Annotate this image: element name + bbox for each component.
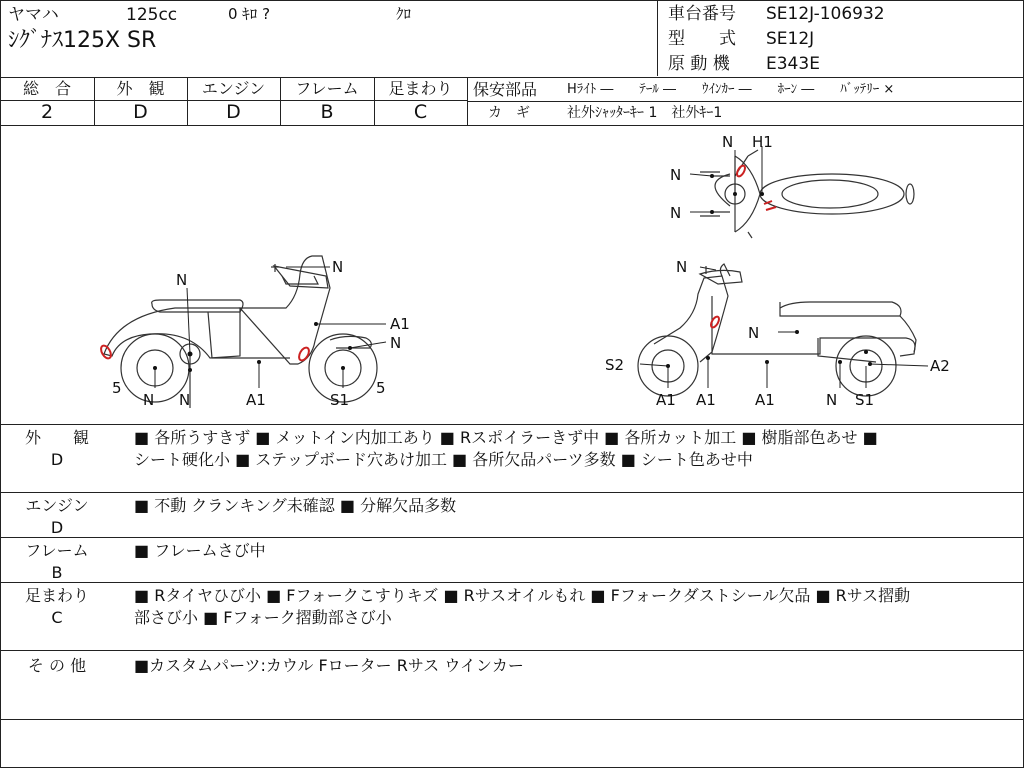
- top-view-label: N: [670, 166, 682, 184]
- engine-model: E343E: [766, 54, 820, 74]
- top-view-label: H1: [752, 133, 773, 151]
- note-other-line: ■カスタムパーツ:カウル Fローター Rサス ウインカー: [134, 656, 524, 675]
- right-view-label: S1: [855, 391, 875, 409]
- left-view-label: 5: [376, 379, 386, 397]
- rule: [0, 77, 1024, 78]
- key-value: 社外ｼｬｯﾀｰｷｰ 1 社外ｷｰ1: [567, 105, 723, 121]
- note-other-label: そ の 他: [27, 656, 87, 675]
- right-view-label: A2: [930, 357, 950, 375]
- note-suspension-label: 足まわり: [24, 586, 89, 605]
- note-suspension-line: ■ Rタイヤひび小 ■ Fフォークこすりキズ ■ Rサスオイルもれ ■ Fフォークダストシール欠品 ■ Rサス摺動: [134, 586, 911, 605]
- key-label: カ ギ: [488, 105, 530, 121]
- left-view-label: A1: [246, 391, 266, 409]
- grade-overall-value: 2: [40, 101, 54, 123]
- rule: [0, 492, 1024, 493]
- left-view-label: N: [390, 334, 402, 352]
- right-view-label: A1: [656, 391, 676, 409]
- frame-no: SE12J-106932: [766, 4, 885, 24]
- note-exterior-line: ■ 各所うすきず ■ メットイン内加工あり ■ Rスポイラーきず中 ■ 各所カット加工 ■ 樹脂部色あせ ■: [134, 428, 878, 447]
- note-frame-grade: B: [51, 563, 63, 582]
- rule: [0, 582, 1024, 583]
- grade-overall-label: 総 合: [22, 79, 71, 98]
- rule: [0, 424, 1024, 425]
- mileage: 0 ｷﾛ ?: [228, 5, 271, 23]
- frame-no-label: 車台番号: [668, 4, 736, 24]
- left-view-label: 5: [112, 379, 122, 397]
- grade-engine-value: D: [226, 101, 241, 123]
- left-view-label: N: [176, 271, 188, 289]
- right-view-label: N: [826, 391, 838, 409]
- leader-lines: [155, 146, 928, 388]
- grade-exterior-value: D: [133, 101, 148, 123]
- safety-items: Hﾗｲﾄ ― ﾃｰﾙ ― ｳｲﾝｶｰ ― ﾎｰﾝ ― ﾊﾞｯﾃﾘｰ ×: [567, 82, 895, 97]
- top-view-label: N: [670, 204, 682, 222]
- left-view-label: S1: [330, 391, 350, 409]
- left-view-label: N: [143, 391, 155, 409]
- left-view-label: N: [179, 391, 191, 409]
- left-side-scooter: [104, 256, 377, 408]
- note-suspension-line: 部さび小 ■ Fフォーク摺動部さび小: [134, 608, 392, 627]
- grade-frame-label: フレーム: [295, 79, 359, 98]
- model-name: ｼｸﾞﾅｽ125X SR: [8, 28, 157, 53]
- note-engine-line: ■ 不動 クランキング未確認 ■ 分解欠品多数: [134, 496, 457, 515]
- note-exterior-label: 外 観: [24, 428, 89, 447]
- rule: [0, 719, 1024, 720]
- safety-rule: [467, 101, 1022, 102]
- grade-exterior-label: 外 観: [116, 79, 165, 98]
- engine-label: 原 動 機: [668, 54, 730, 74]
- note-engine-label: エンジン: [25, 496, 89, 515]
- left-view-label: A1: [390, 315, 410, 333]
- note-frame-label: フレーム: [25, 541, 89, 560]
- note-exterior-grade: D: [50, 450, 64, 469]
- grade-frame-value: B: [320, 101, 334, 123]
- left-view-label: N: [332, 258, 344, 276]
- type-label: 型 式: [668, 29, 736, 49]
- right-view-label: A1: [696, 391, 716, 409]
- rule: [0, 650, 1024, 651]
- right-view-label: N: [676, 258, 688, 276]
- damage-marks: [99, 164, 776, 362]
- damage-diagram: [0, 126, 1024, 424]
- rule: [0, 537, 1024, 538]
- grade-engine-label: エンジン: [201, 79, 266, 98]
- displacement: 125cc: [126, 5, 178, 25]
- grade-suspension-label: 足まわり: [388, 79, 453, 98]
- note-exterior-line: シート硬化小 ■ ステップボード穴あけ加工 ■ 各所欠品パーツ多数 ■ シート色あせ中: [134, 450, 753, 469]
- top-view-scooter: [700, 150, 914, 238]
- right-view-label: A1: [755, 391, 775, 409]
- header-divider: [657, 0, 658, 76]
- top-view-label: N: [722, 133, 734, 151]
- note-engine-grade: D: [50, 518, 64, 537]
- right-side-scooter: [638, 264, 916, 396]
- note-suspension-grade: C: [51, 608, 63, 627]
- right-view-label: N: [748, 324, 760, 342]
- maker: ヤマハ: [8, 5, 59, 25]
- right-view-label: S2: [605, 356, 625, 374]
- grade-suspension-value: C: [413, 101, 428, 123]
- safety-label: 保安部品: [473, 80, 538, 99]
- type-value: SE12J: [766, 29, 815, 49]
- note-frame-line: ■ フレームさび中: [134, 541, 266, 560]
- color: ｸﾛ: [396, 5, 412, 23]
